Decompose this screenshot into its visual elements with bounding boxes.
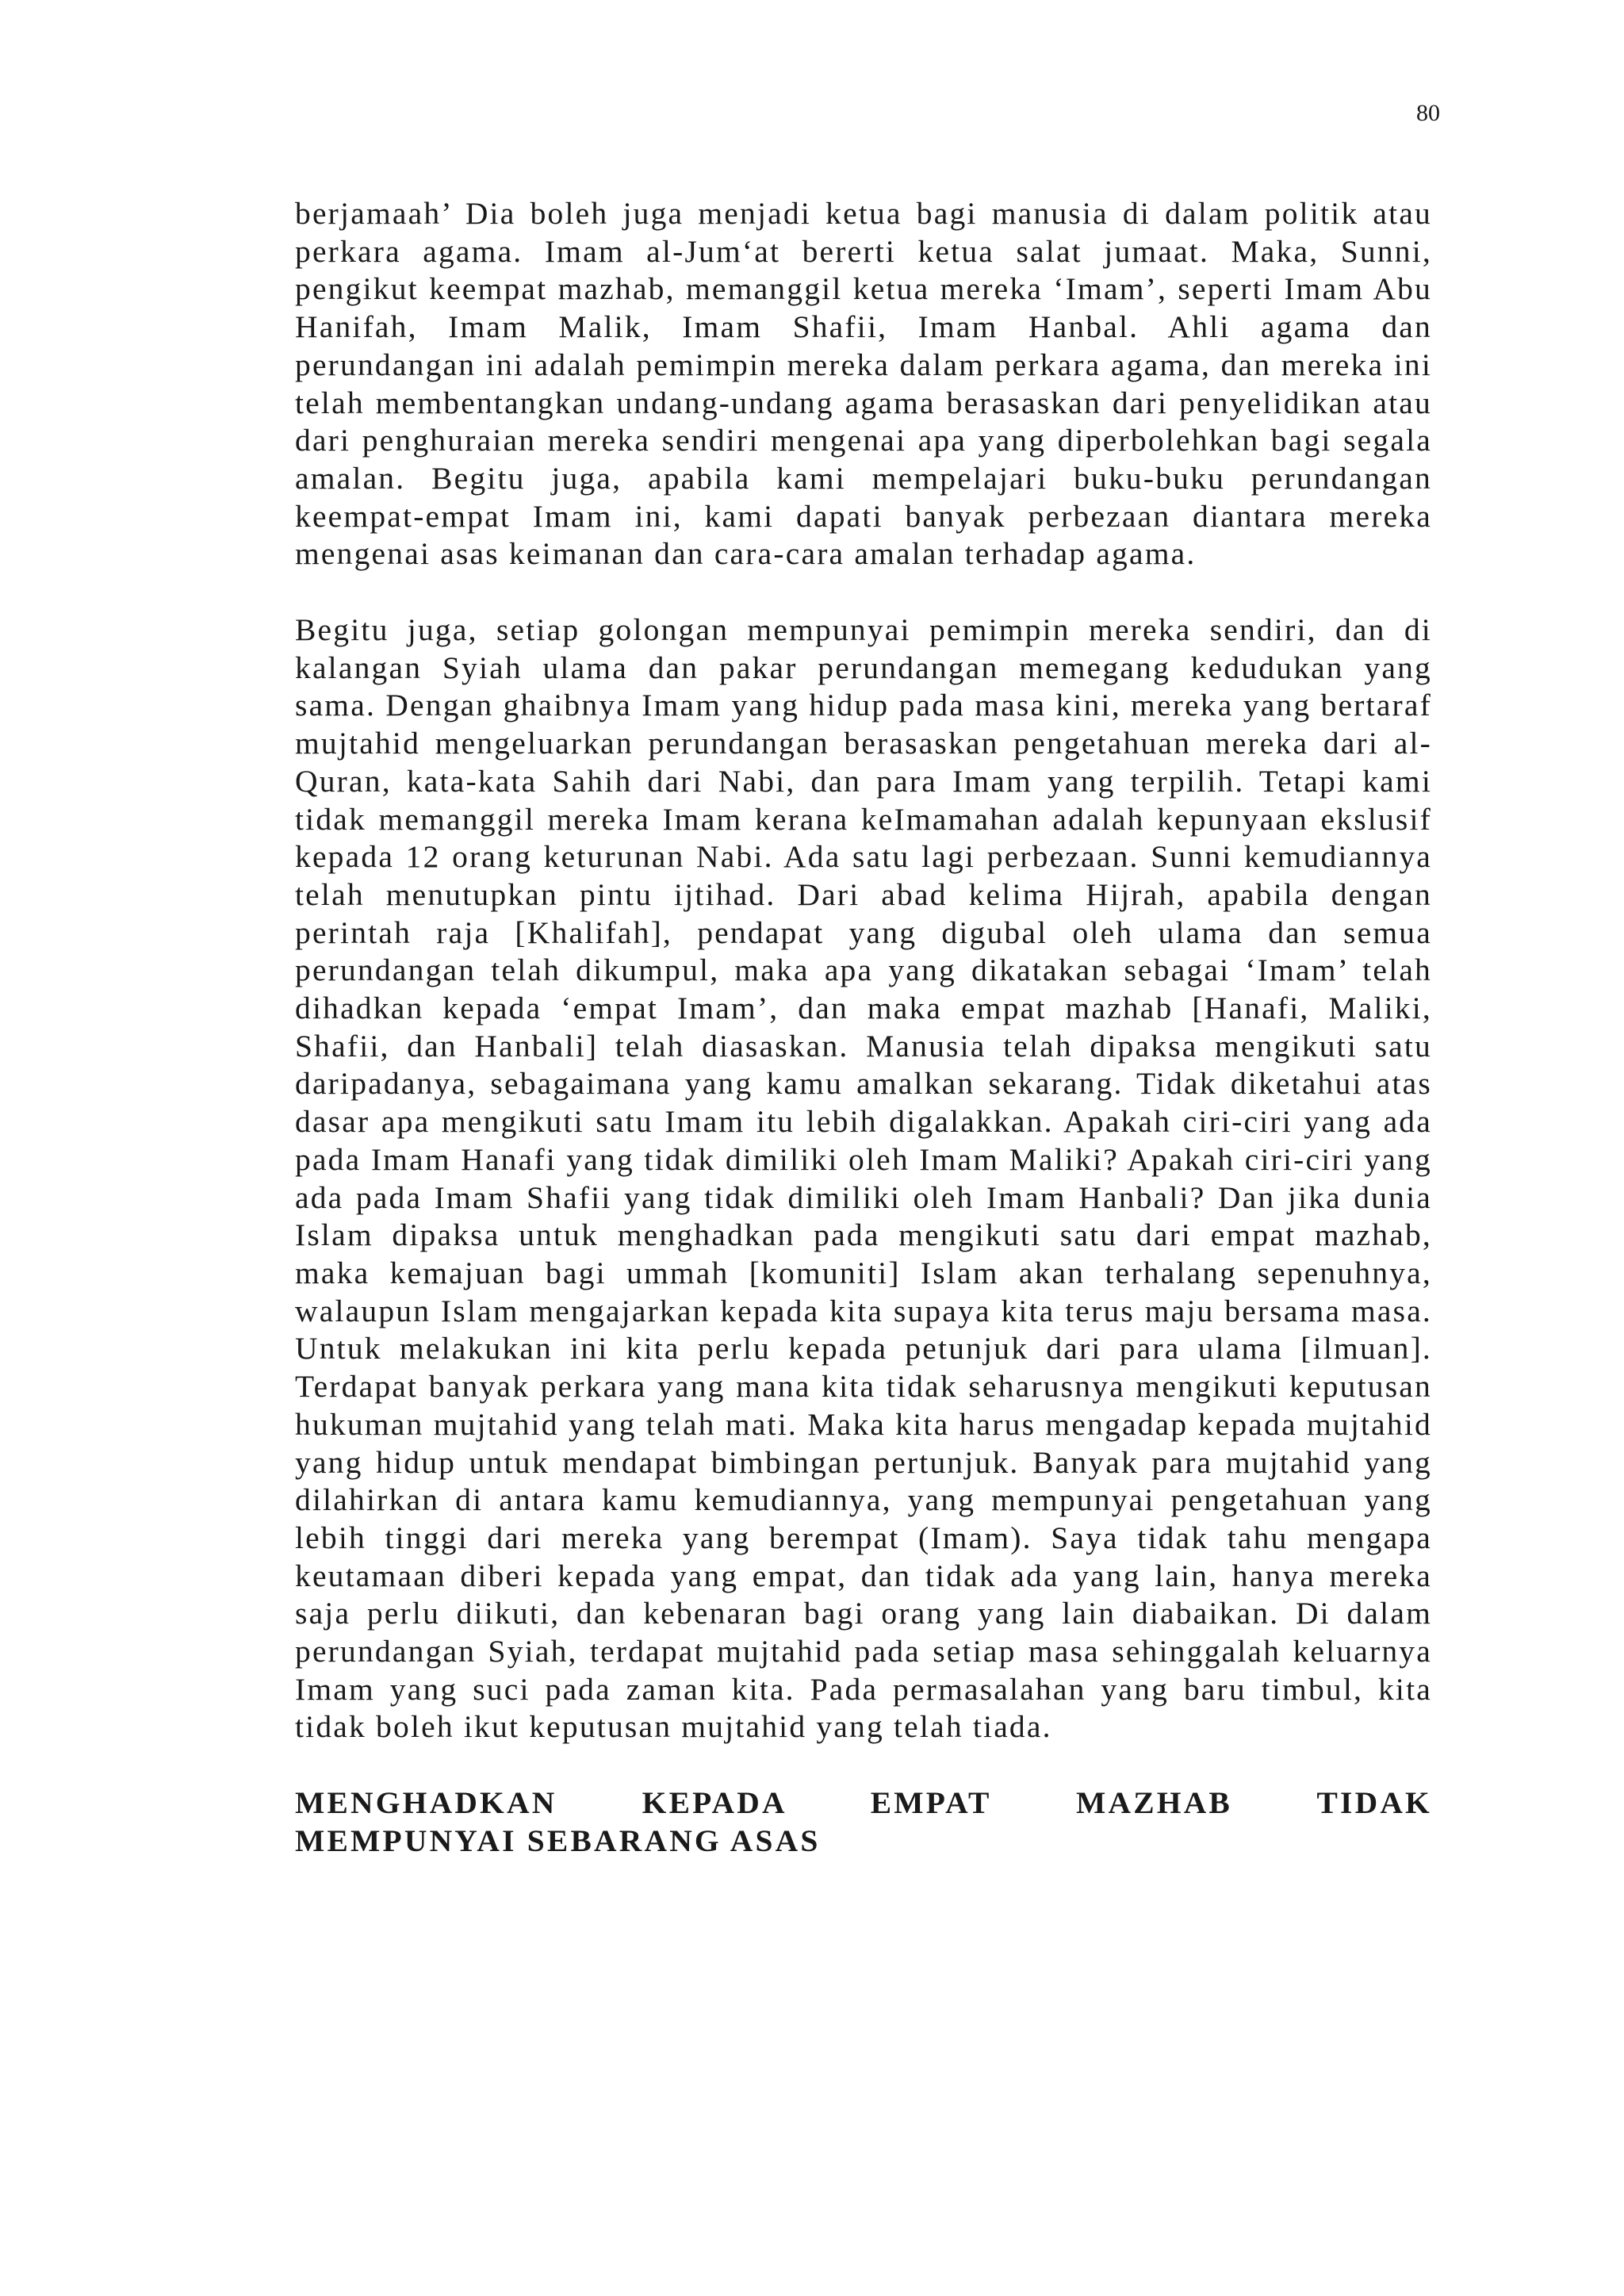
section-heading-line-1: MENGHADKAN KEPADA EMPAT MAZHAB TIDAK: [295, 1785, 1432, 1821]
section-heading-line-2: MEMPUNYAI SEBARANG ASAS: [295, 1823, 821, 1858]
page-number: 80: [1416, 100, 1440, 126]
paragraph-1: berjamaah’ Dia boleh juga menjadi ketua bagi manusia di dalam politik atau perkara agama. Imam al-Jum‘at bererti ketua salat jumaat. Maka, Sunni, pengikut keempat mazhab, memanggil ketua mereka ‘Imam’, seperti Imam Abu Hanifah, Imam Malik, Imam Shafii, Imam Hanbal. Ahli agama dan perundangan ini adalah pemimpin mereka dalam perkara agama, dan mereka ini telah membentangkan undang-undang agama berasaskan dari penyelidikan atau dari penghuraian mereka sendiri mengenai apa yang diperbolehkan bagi segala amalan. Begitu juga, apabila kami mempelajari buku-buku perundangan keempat-empat Imam ini, kami dapati banyak perbezaan diantara mereka mengenai asas keimanan dan cara-cara amalan terhadap agama.: [295, 196, 1432, 572]
section-heading: [295, 1784, 1432, 1860]
paragraph-2: Begitu juga, setiap golongan mempunyai pemimpin mereka sendiri, dan di kalangan Syiah ulama dan pakar perundangan memegang kedudukan yang sama. Dengan ghaibnya Imam yang hidup pada masa kini, mereka yang bertaraf mujtahid mengeluarkan perundangan berasaskan pengetahuan mereka dari al-Quran, kata-kata Sahih dari Nabi, dan para Imam yang terpilih. Tetapi kami tidak memanggil mereka Imam kerana keImamahan adalah kepunyaan ekslusif kepada 12 orang keturunan Nabi. Ada satu lagi perbezaan. Sunni kemudiannya telah menutupkan pintu ijtihad. Dari abad kelima Hijrah, apabila dengan perintah raja [Khalifah], pendapat yang digubal oleh ulama dan semua perundangan telah dikumpul, maka apa yang dikatakan sebagai ‘Imam’ telah dihadkan kepada ‘empat Imam’, dan maka empat mazhab [Hanafi, Maliki, Shafii, dan Hanbali] telah diasaskan. Manusia telah dipaksa mengikuti satu daripadanya, sebagaimana yang kamu amalkan sekarang. Tidak diketahui atas dasar apa mengikuti satu Imam itu lebih digalakkan. Apakah ciri-ciri yang ada pada Imam Hanafi yang tidak dimiliki oleh Imam Maliki? Apakah ciri-ciri yang ada pada Imam Shafii yang tidak dimiliki oleh Imam Hanbali? Dan jika dunia Islam dipaksa untuk menghadkan pada mengikuti satu dari empat mazhab, maka kemajuan bagi ummah [komuniti] Islam akan terhalang sepenuhnya, walaupun Islam mengajarkan kepada kita supaya kita terus maju bersama masa. Untuk melakukan ini kita perlu kepada petunjuk dari para ulama [ilmuan]. Terdapat banyak perkara yang mana kita tidak seharusnya mengikuti keputusan hukuman mujtahid yang telah mati. Maka kita harus mengadap kepada mujtahid yang hidup untuk mendapat bimbingan pertunjuk. Banyak para mujtahid yang dilahirkan di antara kamu kemudiannya, yang mempunyai pengetahuan yang lebih tinggi dari mereka yang berempat (Imam). Saya tidak tahu mengapa keutamaan diberi kepada yang empat, dan tidak ada yang lain, hanya mereka saja perlu diikuti, dan kebenaran bagi orang yang lain diabaikan. Di dalam perundangan Syiah, terdapat mujtahid pada setiap masa sehinggalah keluarnya Imam yang suci pada zaman kita. Pada permasalahan yang baru timbul, kita tidak boleh ikut keputusan mujtahid yang telah tiada.: [295, 612, 1432, 1745]
page-body: [295, 195, 1432, 1861]
